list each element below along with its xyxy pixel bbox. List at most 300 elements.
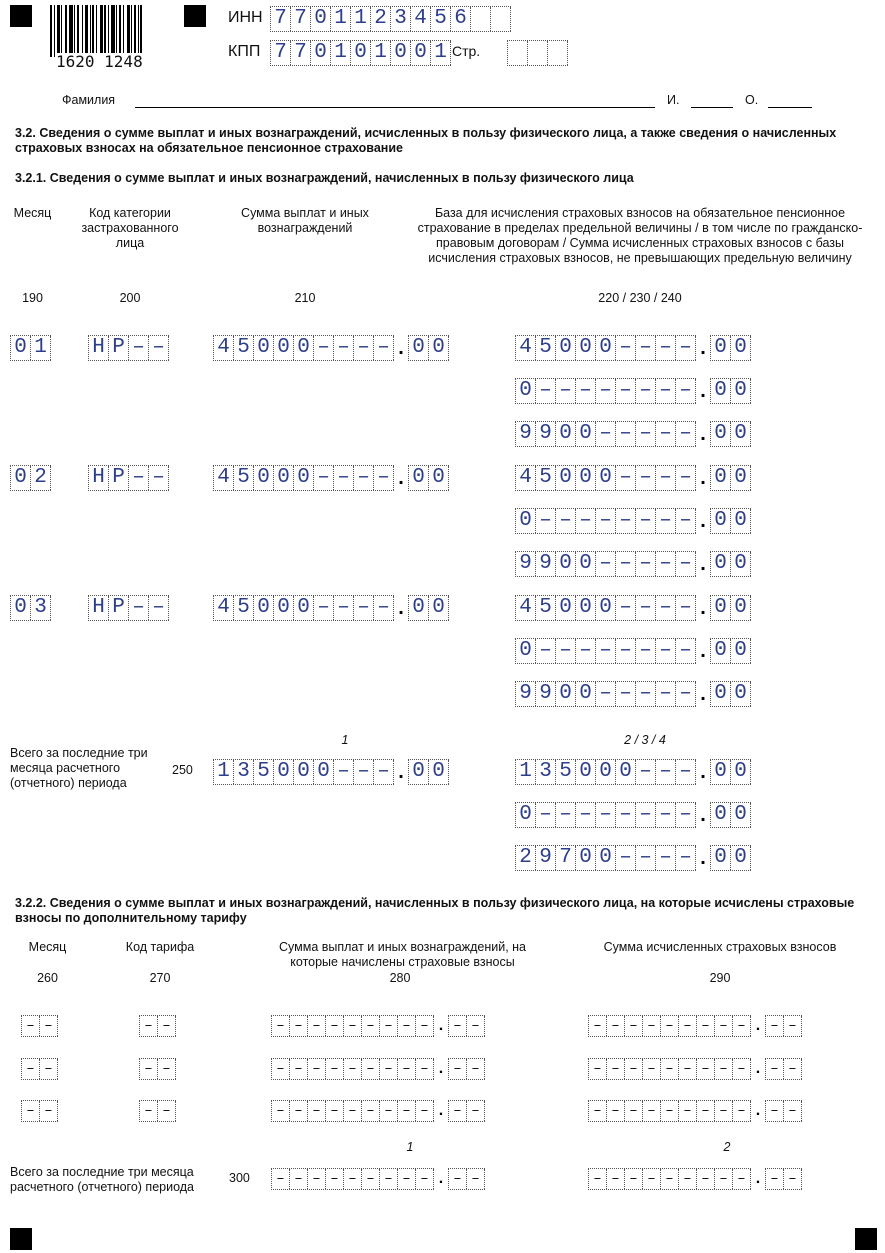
category-200-field[interactable] — [88, 335, 169, 361]
digit-cell: 0 — [596, 760, 616, 784]
digit-cell: 0 — [711, 552, 731, 576]
digit-cell: – — [679, 1059, 697, 1079]
digit-cell: 0 — [711, 379, 731, 403]
digit-cell: – — [576, 803, 596, 827]
digit-cell: – — [556, 379, 576, 403]
digit-cell: – — [354, 596, 374, 620]
decimal-point: . — [398, 467, 404, 489]
digit-cell: – — [354, 760, 374, 784]
digit-cell: – — [676, 682, 696, 706]
digit-cell: – — [314, 336, 334, 360]
kpp-field[interactable] — [270, 40, 451, 66]
digit-cell: 9 — [516, 552, 536, 576]
digit-cell: – — [715, 1169, 733, 1189]
name-initial-label: И. — [667, 93, 680, 107]
digit-cell: – — [467, 1169, 485, 1189]
digit-cell: 0 — [411, 41, 431, 65]
digit-cell: – — [374, 336, 394, 360]
inn-field[interactable] — [270, 6, 511, 32]
decimal-point: . — [700, 337, 706, 359]
digit-cell: 1 — [331, 7, 351, 31]
digit-cell: 2 — [31, 466, 51, 490]
digit-cell: 0 — [576, 846, 596, 870]
digit-cell: – — [784, 1059, 802, 1079]
page-number-field[interactable] — [507, 40, 568, 66]
barcode-number: 1620 1248 — [56, 52, 143, 71]
col-payments-header: Сумма выплат и иных вознаграждений — [241, 206, 369, 235]
digit-cell: – — [467, 1101, 485, 1121]
digit-cell: – — [656, 682, 676, 706]
digit-cell: – — [536, 379, 556, 403]
digit-cell: – — [40, 1059, 58, 1079]
digit-cell — [491, 7, 511, 31]
digit-cell: – — [290, 1101, 308, 1121]
digit-cell: 0 — [711, 682, 731, 706]
decimal-point: . — [700, 423, 706, 445]
digit-cell: 0 — [711, 846, 731, 870]
total-300-contributions-field[interactable] — [588, 1166, 802, 1192]
digit-cell: – — [272, 1169, 290, 1189]
digit-cell: – — [676, 803, 696, 827]
digit-cell: 0 — [576, 760, 596, 784]
digit-cell: – — [643, 1059, 661, 1079]
inn-label: ИНН — [228, 9, 263, 26]
digit-cell: – — [334, 336, 354, 360]
total-300-col2-label: 2 — [723, 1140, 731, 1154]
base-220-field[interactable] — [515, 595, 751, 621]
digit-cell: 0 — [274, 596, 294, 620]
digit-cell: – — [596, 509, 616, 533]
section-3-2-1-title: 3.2.1. Сведения о сумме выплат и иных вознаграждений, начисленных в пользу физического лица — [15, 171, 634, 185]
digit-cell: – — [636, 509, 656, 533]
digit-cell: 0 — [731, 682, 751, 706]
decimal-point: . — [700, 597, 706, 619]
digit-cell: 0 — [616, 760, 636, 784]
digit-cell: 0 — [311, 41, 331, 65]
digit-cell: 3 — [391, 7, 411, 31]
digit-cell: – — [616, 682, 636, 706]
digit-cell: 0 — [429, 466, 449, 490]
digit-cell: – — [308, 1016, 326, 1036]
digit-cell: 1 — [31, 336, 51, 360]
digit-cell: – — [40, 1101, 58, 1121]
digit-cell: – — [129, 466, 149, 490]
payments-210-field[interactable] — [213, 335, 449, 361]
digit-cell: – — [676, 509, 696, 533]
contributions-290-field[interactable] — [588, 1013, 802, 1039]
payments-210-field[interactable] — [213, 595, 449, 621]
digit-cell: – — [354, 466, 374, 490]
digit-cell: – — [374, 466, 394, 490]
corner-marker-top-left — [10, 5, 32, 27]
category-200-field[interactable] — [88, 595, 169, 621]
patronymic-initial-line[interactable] — [768, 107, 812, 108]
digit-cell: 0 — [731, 552, 751, 576]
total-250-label: Всего за последние три месяца расчетного (отчетного) периода — [10, 746, 148, 790]
digit-cell: 1 — [331, 41, 351, 65]
digit-cell: – — [398, 1169, 416, 1189]
digit-cell: – — [643, 1169, 661, 1189]
digit-cell: 0 — [294, 760, 314, 784]
digit-cell: 0 — [409, 760, 429, 784]
decimal-point: . — [700, 380, 706, 402]
digit-cell: – — [616, 379, 636, 403]
digit-cell: Р — [109, 596, 129, 620]
decimal-point: . — [438, 1170, 444, 1187]
digit-cell: – — [596, 639, 616, 663]
digit-cell: 0 — [516, 639, 536, 663]
digit-cell: – — [556, 509, 576, 533]
decimal-point: . — [700, 640, 706, 662]
digit-cell: – — [784, 1101, 802, 1121]
digit-cell: 0 — [711, 336, 731, 360]
col-month-header: Месяц — [13, 206, 52, 220]
code-300: 300 — [229, 1171, 250, 1185]
decimal-point: . — [398, 761, 404, 783]
total-col2-label: 2 / 3 / 4 — [624, 733, 666, 747]
contributions-240-field[interactable] — [515, 551, 751, 577]
payments-280-field[interactable] — [271, 1056, 485, 1082]
digit-cell: – — [272, 1016, 290, 1036]
decimal-point: . — [700, 804, 706, 826]
digit-cell: 9 — [536, 846, 556, 870]
digit-cell — [548, 41, 568, 65]
digit-cell: – — [656, 639, 676, 663]
digit-cell: – — [596, 552, 616, 576]
digit-cell: – — [625, 1016, 643, 1036]
digit-cell: – — [715, 1016, 733, 1036]
page-label: Стр. — [452, 43, 481, 59]
digit-cell: – — [676, 422, 696, 446]
digit-cell: – — [416, 1169, 434, 1189]
digit-cell: 0 — [556, 336, 576, 360]
digit-cell: – — [272, 1059, 290, 1079]
total-250-payments-field[interactable] — [213, 759, 449, 785]
digit-cell: 0 — [731, 596, 751, 620]
digit-cell: 0 — [711, 596, 731, 620]
digit-cell: 0 — [429, 760, 449, 784]
digit-cell: – — [362, 1016, 380, 1036]
digit-cell: 0 — [731, 466, 751, 490]
total-250-base-field-2[interactable] — [515, 759, 751, 785]
corner-marker-top-right — [184, 5, 206, 27]
digit-cell: 0 — [731, 803, 751, 827]
digit-cell: – — [290, 1169, 308, 1189]
digit-cell: 0 — [711, 422, 731, 446]
code-210: 210 — [294, 291, 316, 305]
digit-cell: – — [536, 509, 556, 533]
digit-cell: – — [607, 1059, 625, 1079]
digit-cell: – — [656, 846, 676, 870]
digit-cell: 0 — [596, 336, 616, 360]
digit-cell: 1 — [371, 41, 391, 65]
digit-cell: 2 — [516, 846, 536, 870]
digit-cell: – — [272, 1101, 290, 1121]
total-300-payments-field[interactable] — [271, 1166, 485, 1192]
digit-cell: 7 — [271, 7, 291, 31]
digit-cell: – — [616, 803, 636, 827]
digit-cell: 5 — [234, 596, 254, 620]
digit-cell: – — [636, 803, 656, 827]
digit-cell: – — [766, 1169, 784, 1189]
base-220-field[interactable] — [515, 335, 751, 361]
digit-cell: – — [636, 466, 656, 490]
name-initial-line[interactable] — [691, 107, 733, 108]
surname-line[interactable] — [135, 107, 655, 108]
digit-cell: 4 — [411, 7, 431, 31]
digit-cell: 0 — [731, 639, 751, 663]
digit-cell: – — [344, 1016, 362, 1036]
digit-cell: – — [636, 596, 656, 620]
digit-cell: 0 — [351, 41, 371, 65]
digit-cell: 0 — [556, 596, 576, 620]
digit-cell: 0 — [11, 596, 31, 620]
digit-cell: – — [326, 1169, 344, 1189]
patronymic-initial-label: О. — [745, 93, 759, 107]
month-190-field[interactable] — [10, 335, 51, 361]
total-250-base-field-4[interactable] — [515, 845, 751, 871]
decimal-point: . — [755, 1170, 761, 1187]
col-base-header: База для исчисления страховых взносов на обязательное пенсионное страхование в пределах предельной величины / в том числе по гражданско-правовым договорам / Сумма исчисленных страховых взносов с базы исчисления страховых взносов, не превышающих предельную величину — [417, 206, 863, 265]
digit-cell: 0 — [11, 466, 31, 490]
col-month-header-2: Месяц — [28, 940, 67, 954]
digit-cell: – — [607, 1016, 625, 1036]
payments-280-field[interactable] — [271, 1098, 485, 1124]
digit-cell: 0 — [274, 466, 294, 490]
digit-cell: – — [290, 1016, 308, 1036]
digit-cell: 9 — [516, 682, 536, 706]
digit-cell: – — [326, 1101, 344, 1121]
digit-cell: 0 — [731, 509, 751, 533]
code-280: 280 — [389, 971, 411, 985]
digit-cell: – — [616, 846, 636, 870]
digit-cell: – — [656, 466, 676, 490]
digit-cell: 0 — [409, 596, 429, 620]
digit-cell: – — [467, 1016, 485, 1036]
digit-cell: – — [416, 1016, 434, 1036]
surname-label: Фамилия — [62, 93, 116, 107]
tariff-270-field[interactable] — [139, 1013, 176, 1039]
base-220-field[interactable] — [515, 465, 751, 491]
digit-cell: 0 — [576, 682, 596, 706]
tariff-270-field[interactable] — [139, 1056, 176, 1082]
digit-cell: 0 — [409, 336, 429, 360]
digit-cell: 9 — [536, 682, 556, 706]
digit-cell: 0 — [254, 336, 274, 360]
digit-cell: Н — [89, 596, 109, 620]
digit-cell: – — [607, 1101, 625, 1121]
digit-cell: 4 — [214, 336, 234, 360]
digit-cell: – — [344, 1101, 362, 1121]
digit-cell — [508, 41, 528, 65]
digit-cell: 5 — [556, 760, 576, 784]
digit-cell: – — [380, 1101, 398, 1121]
digit-cell: 0 — [11, 336, 31, 360]
digit-cell: 9 — [536, 422, 556, 446]
digit-cell: 0 — [576, 422, 596, 446]
month-260-field[interactable] — [21, 1056, 58, 1082]
decimal-point: . — [398, 597, 404, 619]
section-3-2-2-title: 3.2.2. Сведения о сумме выплат и иных вознаграждений, начисленных в пользу физического лица, на которые исчислены страховые взносы по дополнительному тарифу — [15, 896, 855, 925]
digit-cell: – — [380, 1169, 398, 1189]
month-260-field[interactable] — [21, 1013, 58, 1039]
digit-cell: – — [636, 379, 656, 403]
code-200: 200 — [119, 291, 141, 305]
payments-280-field[interactable] — [271, 1013, 485, 1039]
digit-cell: – — [308, 1169, 326, 1189]
digit-cell: 4 — [214, 596, 234, 620]
digit-cell: – — [362, 1101, 380, 1121]
decimal-point: . — [700, 510, 706, 532]
digit-cell: 1 — [351, 7, 371, 31]
digit-cell: 0 — [711, 760, 731, 784]
contributions-290-field[interactable] — [588, 1056, 802, 1082]
digit-cell: Р — [109, 466, 129, 490]
digit-cell: – — [656, 509, 676, 533]
digit-cell: – — [362, 1059, 380, 1079]
digit-cell: – — [656, 552, 676, 576]
digit-cell: – — [766, 1059, 784, 1079]
contributions-240-field[interactable] — [515, 681, 751, 707]
code-290: 290 — [709, 971, 731, 985]
digit-cell — [471, 7, 491, 31]
digit-cell: – — [334, 760, 354, 784]
digit-cell: – — [140, 1101, 158, 1121]
digit-cell: – — [449, 1101, 467, 1121]
decimal-point: . — [700, 467, 706, 489]
digit-cell: – — [676, 336, 696, 360]
digit-cell: 0 — [429, 596, 449, 620]
digit-cell: – — [733, 1101, 751, 1121]
digit-cell: – — [636, 639, 656, 663]
contributions-240-field[interactable] — [515, 421, 751, 447]
digit-cell: – — [697, 1059, 715, 1079]
digit-cell: – — [661, 1101, 679, 1121]
digit-cell: – — [616, 596, 636, 620]
digit-cell: 4 — [516, 466, 536, 490]
digit-cell: Р — [109, 336, 129, 360]
digit-cell: – — [398, 1059, 416, 1079]
digit-cell: – — [616, 422, 636, 446]
digit-cell: – — [733, 1169, 751, 1189]
digit-cell: – — [656, 336, 676, 360]
digit-cell: 6 — [451, 7, 471, 31]
digit-cell: 0 — [576, 466, 596, 490]
decimal-point: . — [755, 1060, 761, 1077]
digit-cell: – — [656, 379, 676, 403]
total-col1-label: 1 — [341, 733, 349, 747]
digit-cell: 5 — [431, 7, 451, 31]
digit-cell: – — [676, 379, 696, 403]
digit-cell: 7 — [271, 41, 291, 65]
digit-cell: Н — [89, 336, 109, 360]
digit-cell: 0 — [596, 466, 616, 490]
digit-cell: – — [656, 422, 676, 446]
digit-cell: – — [158, 1016, 176, 1036]
digit-cell: – — [449, 1016, 467, 1036]
digit-cell: – — [715, 1059, 733, 1079]
digit-cell: – — [661, 1169, 679, 1189]
code-220-230-240: 220 / 230 / 240 — [598, 291, 682, 305]
digit-cell: – — [467, 1059, 485, 1079]
digit-cell: – — [589, 1059, 607, 1079]
digit-cell: – — [661, 1059, 679, 1079]
digit-cell: 0 — [294, 466, 314, 490]
digit-cell: – — [308, 1059, 326, 1079]
digit-cell: – — [449, 1059, 467, 1079]
digit-cell: – — [676, 846, 696, 870]
gpc-230-field[interactable] — [515, 378, 751, 404]
gpc-230-field[interactable] — [515, 638, 751, 664]
digit-cell: – — [374, 760, 394, 784]
digit-cell: – — [616, 639, 636, 663]
digit-cell: – — [656, 803, 676, 827]
contributions-290-field[interactable] — [588, 1098, 802, 1124]
digit-cell: – — [149, 336, 169, 360]
digit-cell: – — [676, 760, 696, 784]
gpc-230-field[interactable] — [515, 508, 751, 534]
digit-cell: – — [334, 466, 354, 490]
digit-cell: 0 — [409, 466, 429, 490]
decimal-point: . — [438, 1060, 444, 1077]
tariff-270-field[interactable] — [139, 1098, 176, 1124]
digit-cell: 0 — [711, 803, 731, 827]
digit-cell — [528, 41, 548, 65]
digit-cell: 0 — [311, 7, 331, 31]
digit-cell: – — [656, 596, 676, 620]
digit-cell: 0 — [516, 803, 536, 827]
digit-cell: – — [326, 1059, 344, 1079]
month-260-field[interactable] — [21, 1098, 58, 1124]
digit-cell: – — [766, 1101, 784, 1121]
digit-cell: 3 — [234, 760, 254, 784]
digit-cell: – — [697, 1169, 715, 1189]
digit-cell: 4 — [516, 596, 536, 620]
payments-210-field[interactable] — [213, 465, 449, 491]
digit-cell: – — [589, 1169, 607, 1189]
total-250-base-field-3[interactable] — [515, 802, 751, 828]
digit-cell: Н — [89, 466, 109, 490]
month-190-field[interactable] — [10, 595, 51, 621]
digit-cell: 0 — [254, 596, 274, 620]
digit-cell: 0 — [576, 336, 596, 360]
digit-cell: 5 — [234, 336, 254, 360]
category-200-field[interactable] — [88, 465, 169, 491]
digit-cell: – — [314, 466, 334, 490]
digit-cell: – — [616, 509, 636, 533]
digit-cell: – — [362, 1169, 380, 1189]
col-category-header: Код категории застрахованного лица — [81, 206, 179, 250]
col-payments-header-2: Сумма выплат и иных вознаграждений, на которые начислены страховые взносы — [279, 940, 526, 969]
digit-cell: 0 — [731, 336, 751, 360]
digit-cell: – — [536, 639, 556, 663]
digit-cell: – — [715, 1101, 733, 1121]
digit-cell: 1 — [214, 760, 234, 784]
digit-cell: – — [661, 1016, 679, 1036]
digit-cell: – — [354, 336, 374, 360]
digit-cell: 1 — [516, 760, 536, 784]
digit-cell: 0 — [294, 336, 314, 360]
digit-cell: 0 — [314, 760, 334, 784]
digit-cell: – — [374, 596, 394, 620]
digit-cell: 0 — [556, 422, 576, 446]
digit-cell: – — [416, 1101, 434, 1121]
digit-cell: – — [625, 1169, 643, 1189]
digit-cell: 7 — [291, 7, 311, 31]
digit-cell: 0 — [391, 41, 411, 65]
month-190-field[interactable] — [10, 465, 51, 491]
digit-cell: 0 — [576, 552, 596, 576]
